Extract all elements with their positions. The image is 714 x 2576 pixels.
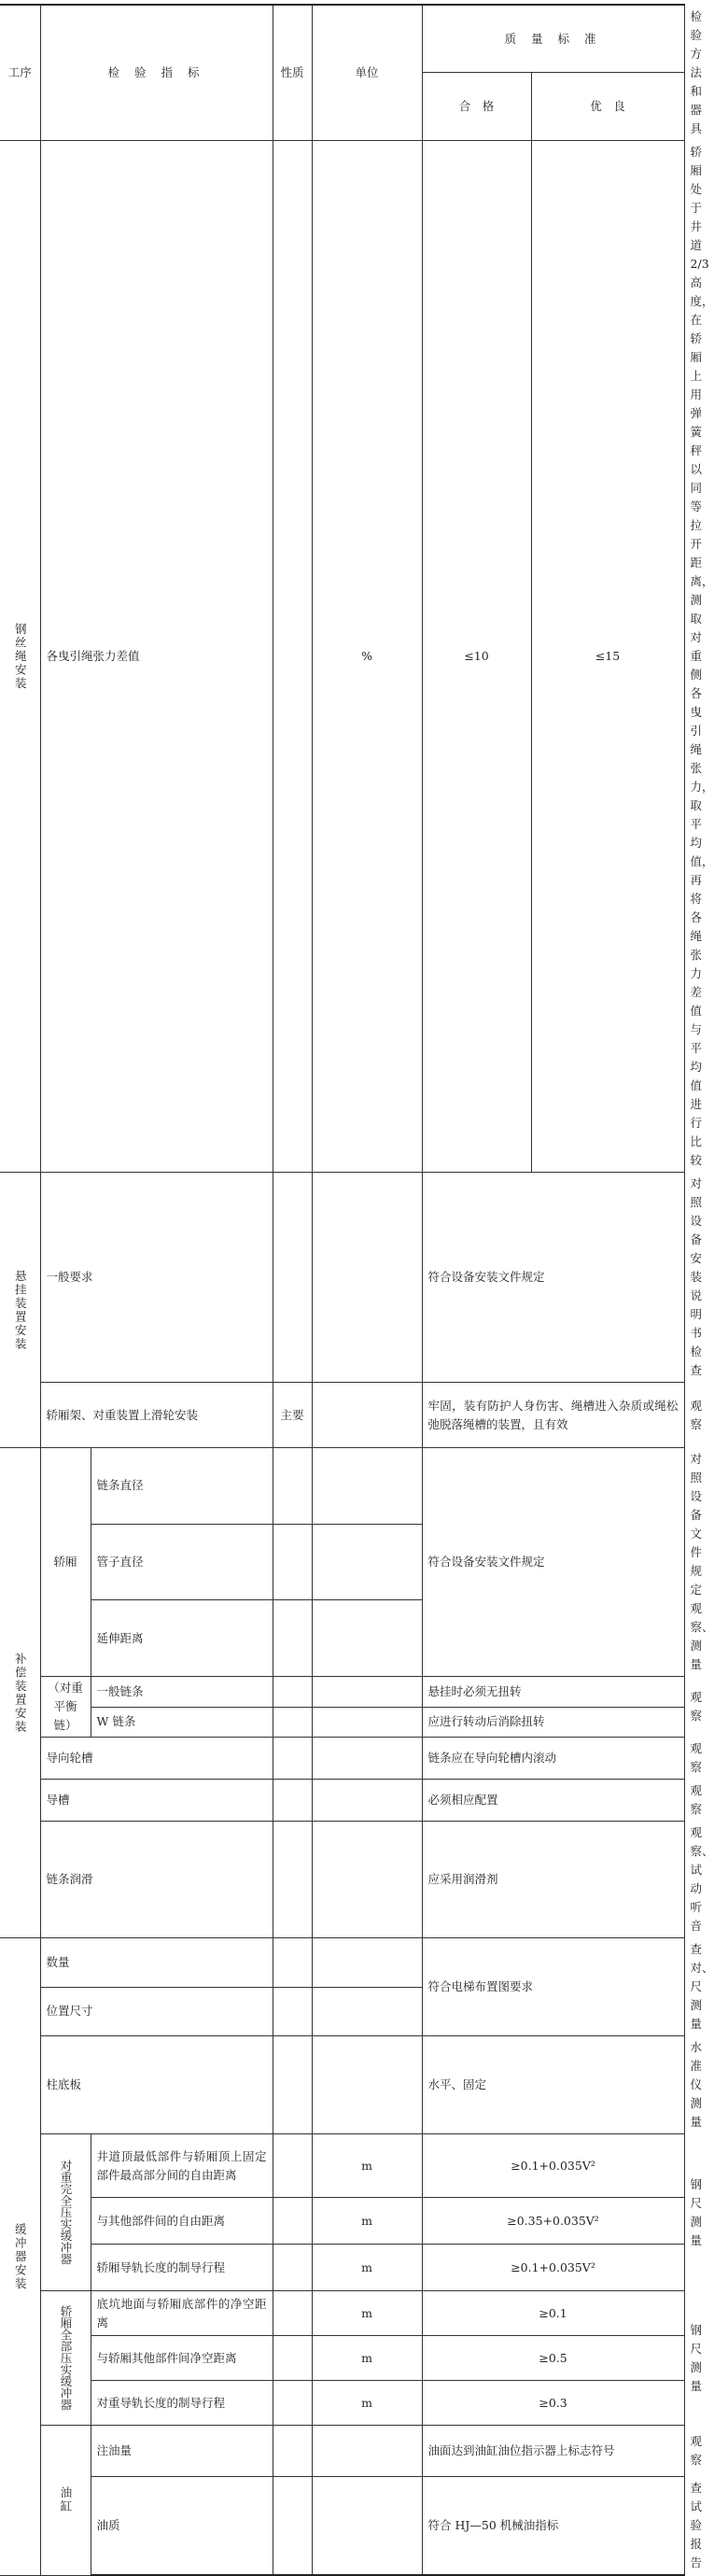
std-base-plate: 水平、固定 <box>422 2036 684 2134</box>
item-w-chain: W 链条 <box>91 1707 273 1738</box>
item-position-size: 位置尺寸 <box>40 1987 273 2036</box>
std-chain-lubrication: 应采用润滑剂 <box>422 1822 684 1938</box>
header-process: 工序 <box>0 5 40 141</box>
std-oil-fill: 油面达到油缸油位指示器上标志符号 <box>422 2426 684 2477</box>
car-std-2: ≥0.5 <box>422 2336 684 2381</box>
cw-std-3: ≥0.1+0.035V² <box>422 2245 684 2291</box>
process-suspension: 悬挂装置安装 <box>0 1173 40 1448</box>
cw-item-1: 井道顶最低部件与轿厢顶上固定部件最高部分间的自由距离 <box>91 2134 273 2198</box>
process-wire-rope: 钢丝绳安装 <box>0 141 40 1173</box>
process-buffer: 缓冲器安装 <box>0 1938 40 2576</box>
std-w-chain: 应进行转动后消除扭转 <box>422 1707 684 1738</box>
item-guide-groove: 导槽 <box>40 1780 273 1822</box>
index-general-requirement: 一般要求 <box>40 1173 273 1383</box>
pass-value: ≤10 <box>422 141 531 1173</box>
index-pulley-installation: 轿厢架、对重装置上滑轮安装 <box>40 1383 273 1448</box>
item-extension-distance: 延伸距离 <box>91 1600 273 1677</box>
car-item-3: 对重导轨长度的制导行程 <box>91 2381 273 2426</box>
group-car: 轿厢 <box>40 1448 91 1677</box>
cw-item-2: 与其他部件间的自由距离 <box>91 2198 273 2245</box>
item-chain-diameter: 链条直径 <box>91 1448 273 1525</box>
item-oil-fill: 注油量 <box>91 2426 273 2477</box>
header-pass: 合 格 <box>422 73 531 141</box>
std-chain-twist: 悬挂时必须无扭转 <box>422 1677 684 1708</box>
car-item-1: 底坑地面与轿厢底部件的净空距离 <box>91 2291 273 2336</box>
group-counterweight-chain: （对重 平衡链） <box>40 1677 91 1738</box>
item-chain-lubrication: 链条润滑 <box>40 1822 273 1938</box>
std-oil-quality: 符合 HJ—50 机械油指标 <box>422 2477 684 2576</box>
cw-unit-3: m <box>312 2245 422 2291</box>
inspection-standard-table: 工序 检 验 指 标 性质 单位 质 量 标 准 检验方法和器具 合 格 优 良 钢丝绳安装 各曳引绳张力差值 % ≤10 ≤15 轿厢处于井道2/3高度，在轿厢上用弹簧秤以同等拉开距离，测取对重侧各曳引绳张力，取平均值，再将各绳张力差值与平均值进行比较 悬挂装置安装 一般要求 符合设备安装文件规定 对照设备安装说明书检查 轿厢架、对重装置上滑轮安装 主要 牢固，装有防护人身伤害、绳槽进入杂质或绳松弛脱落绳槽的装置，且有效 观察 补偿装置安装 轿厢 链条直径 符合设备安装文件规定 对照设备文件规定观察、测量 管子直径 延伸距离 （对重 平衡链） 一般链条 悬挂时必须无扭转 观察 W 链条 应进行转动后消除扭转 导向轮槽 链条应在导向轮槽内滚动 观察 导槽 必须相应配置 观察 链条润滑 应采用润滑剂 观察、试动听音 缓冲器安装 数量 符合电梯布置图要求 查对、尺测量 位置尺寸 柱底板 水平、固定 水准仪测量 对重完全压实缓冲器 井道顶最低部件与轿厢顶上固定部件最高部分间的自由距离 m ≥0.1+0.035V² 钢尺测量 与其他部件间的自由距离 m ≥0.35+0.035V² 轿厢导轨长度的制导行程 m ≥0.1+0.035V² 轿厢全部压实缓冲器 底坑地面与轿厢底部件的净空距离 m ≥0.1 钢尺测量 与轿厢其他部件间净空距离 m ≥0.5 对重导轨长度的制导行程 m ≥0.3 油缸 注油量 油面达到油缸油位指示器上标志符号 观察 油质 符合 HJ—50 机械油指标 查试验报告 <box>0 4 684 2576</box>
index-rope-tension: 各曳引绳张力差值 <box>40 141 273 1173</box>
header-index: 检 验 指 标 <box>40 5 273 141</box>
item-oil-quality: 油质 <box>91 2477 273 2576</box>
cw-item-3: 轿厢导轨长度的制导行程 <box>91 2245 273 2291</box>
group-oil-cylinder: 油缸 <box>40 2426 91 2576</box>
car-unit-3: m <box>312 2381 422 2426</box>
car-std-3: ≥0.3 <box>422 2381 684 2426</box>
std-guide-groove: 必须相应配置 <box>422 1780 684 1822</box>
item-quantity: 数量 <box>40 1938 273 1988</box>
cw-unit-1: m <box>312 2134 422 2198</box>
group-counterweight-buffer: 对重完全压实缓冲器 <box>40 2134 91 2291</box>
excellent-value: ≤15 <box>531 141 684 1173</box>
std-pulley-installation: 牢固，装有防护人身伤害、绳槽进入杂质或绳松弛脱落绳槽的装置，且有效 <box>422 1383 684 1448</box>
group-car-buffer: 轿厢全部压实缓冲器 <box>40 2291 91 2426</box>
cw-unit-2: m <box>312 2198 422 2245</box>
car-unit-1: m <box>312 2291 422 2336</box>
car-item-2: 与轿厢其他部件间净空距离 <box>91 2336 273 2381</box>
nature-cell <box>273 141 312 1173</box>
unit-percent: % <box>312 141 422 1173</box>
nature-main: 主要 <box>273 1383 312 1448</box>
item-base-plate: 柱底板 <box>40 2036 273 2134</box>
std-layout-drawing: 符合电梯布置图要求 <box>422 1938 684 2036</box>
header-quality-standard: 质 量 标 准 <box>422 5 684 73</box>
item-pipe-diameter: 管子直径 <box>91 1524 273 1600</box>
std-general-requirement: 符合设备安装文件规定 <box>422 1173 684 1383</box>
cw-std-1: ≥0.1+0.035V² <box>422 2134 684 2198</box>
item-general-chain: 一般链条 <box>91 1677 273 1708</box>
header-excellent: 优 良 <box>531 73 684 141</box>
header-unit: 单位 <box>312 5 422 141</box>
std-guide-wheel-groove: 链条应在导向轮槽内滚动 <box>422 1738 684 1780</box>
header-nature: 性质 <box>273 5 312 141</box>
process-compensation: 补偿装置安装 <box>0 1448 40 1938</box>
cw-std-2: ≥0.35+0.035V² <box>422 2198 684 2245</box>
std-compensation-general: 符合设备安装文件规定 <box>422 1448 684 1677</box>
item-guide-wheel-groove: 导向轮槽 <box>40 1738 273 1780</box>
car-unit-2: m <box>312 2336 422 2381</box>
car-std-1: ≥0.1 <box>422 2291 684 2336</box>
